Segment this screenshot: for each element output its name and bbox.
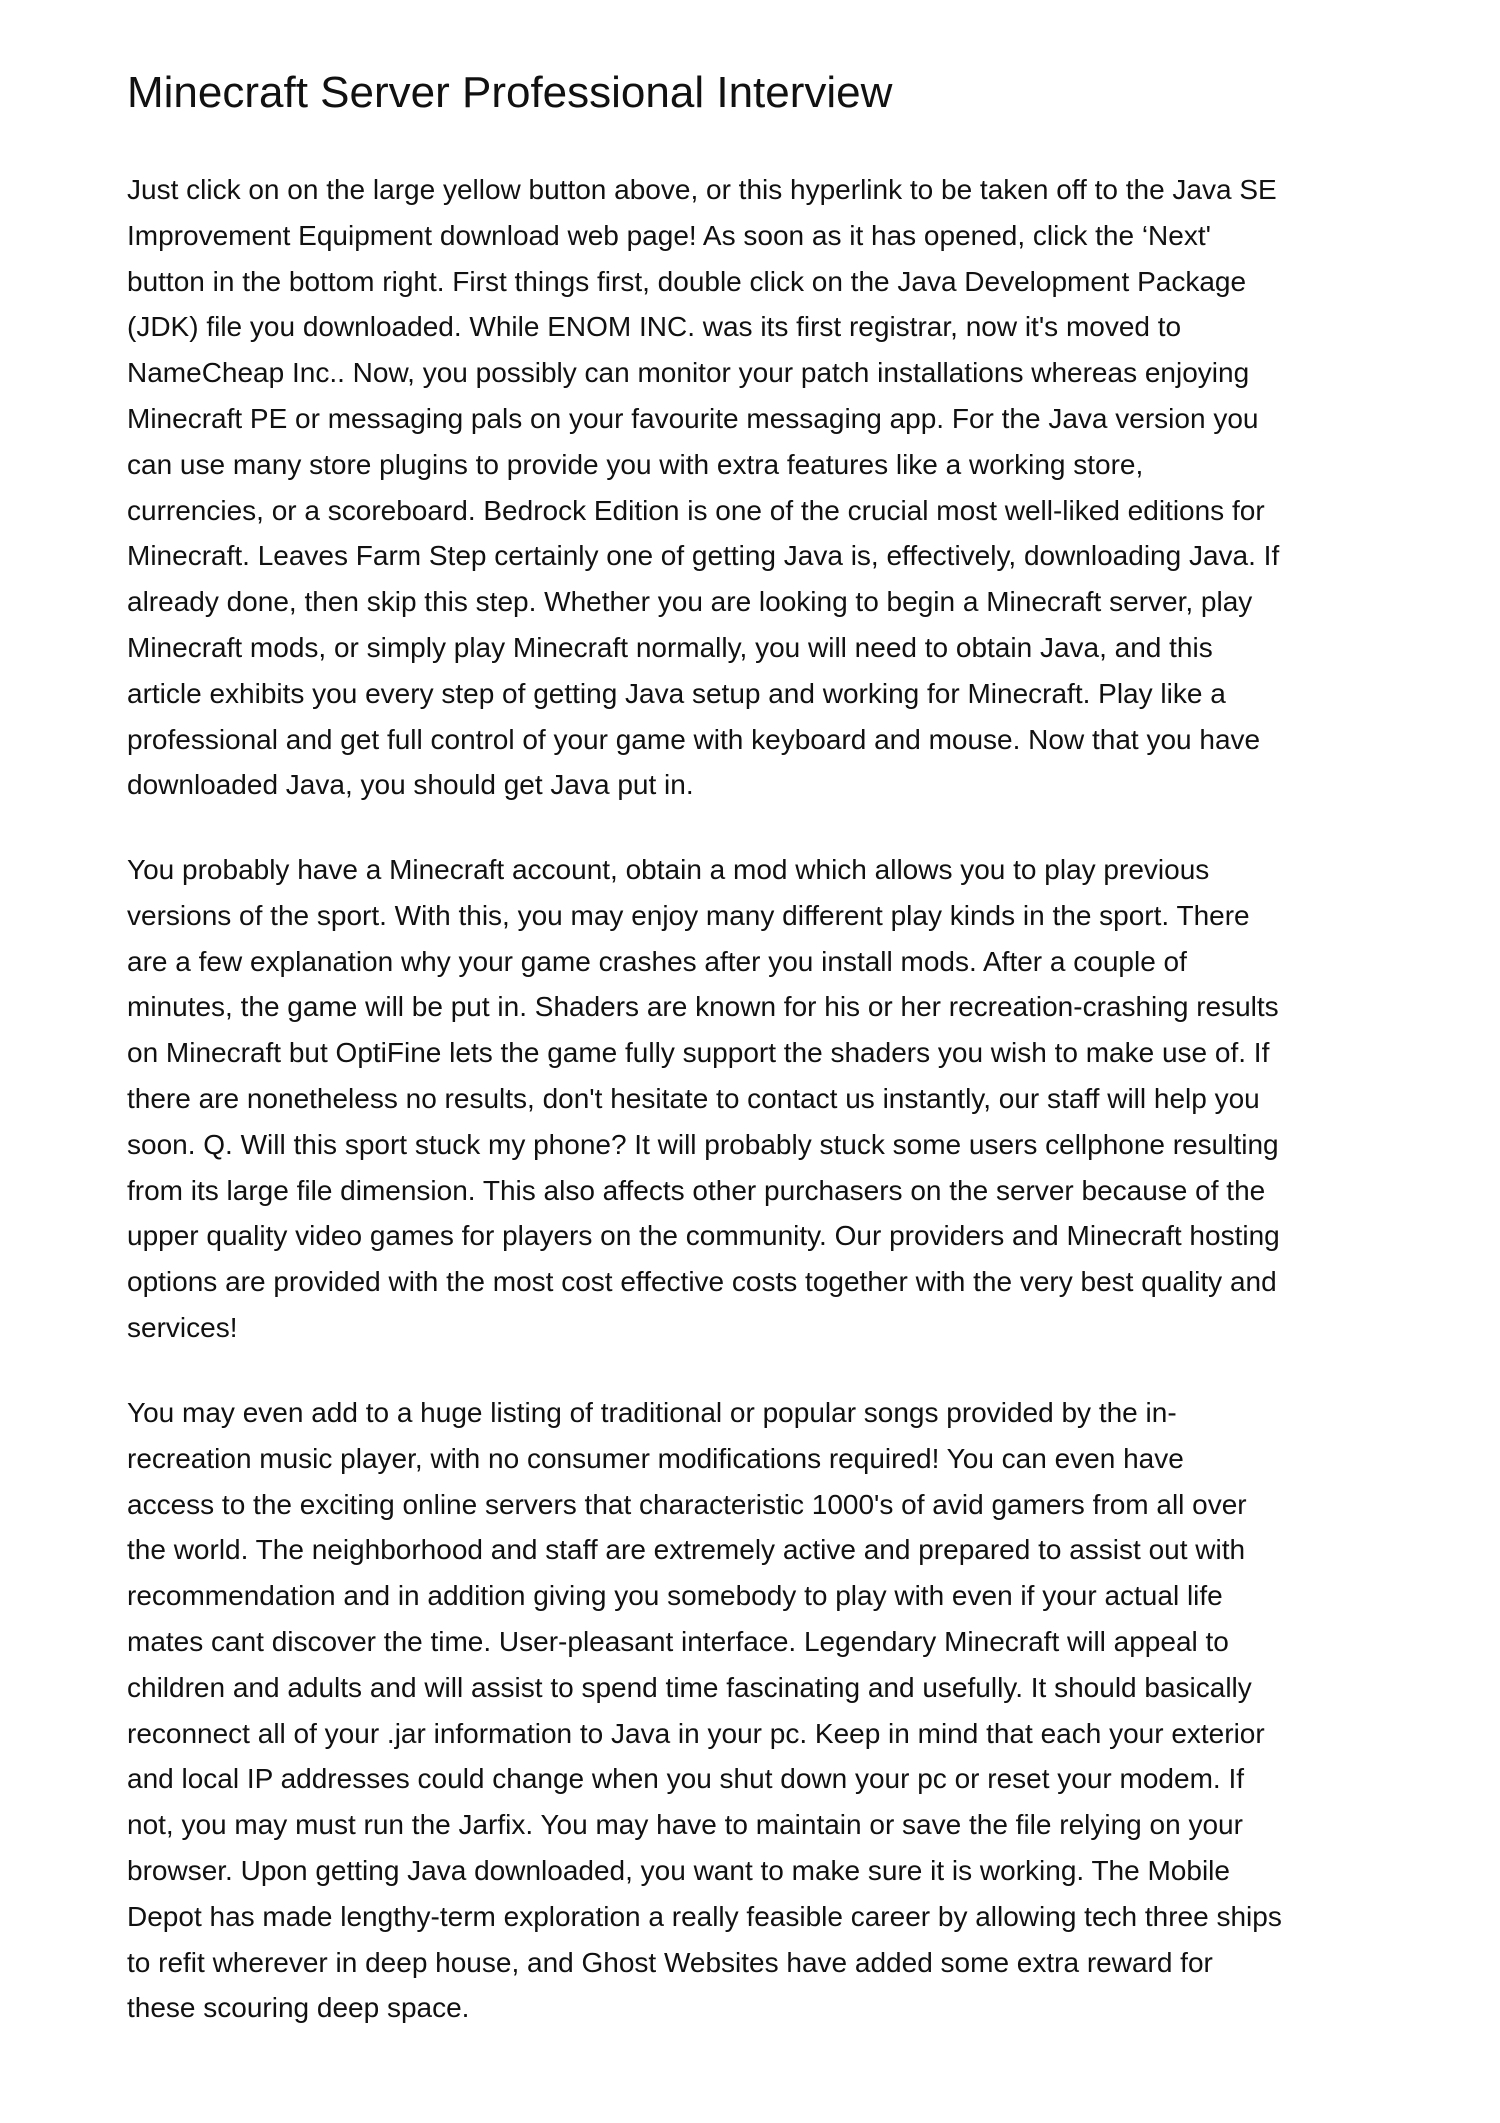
text-line: Minecraft mods, or simply play Minecraft normally, you will need to obtain Java, and this [127,631,1213,663]
text-line: versions of the sport. With this, you may enjoy many different play kinds in the sport. There [127,899,1250,931]
text-line: the world. The neighborhood and staff are extremely active and prepared to assist out with [127,1534,1246,1566]
text-line: You may even add to a huge listing of traditional or popular songs provided by the in- [127,1397,1177,1428]
text-line: on Minecraft but OptiFine lets the game fully support the shaders you wish to make use of. If [127,1037,1270,1069]
text-line: You probably have a Minecraft account, obtain a mod which allows you to play previous [127,854,1210,885]
text-line: recreation music player, with no consumer modifications required! You can even have [127,1442,1184,1474]
text-line: can use many store plugins to provide you with extra features like a working store, [127,448,1144,480]
text-line: browser. Upon getting Java downloaded, you want to make sure it is working. The Mobile [127,1854,1230,1886]
text-line: article exhibits you every step of getting Java setup and working for Minecraft. Play like a [127,677,1226,709]
text-line: upper quality video games for players on the community. Our providers and Minecraft hosting [127,1220,1280,1252]
text-line: professional and get full control of your game with keyboard and mouse. Now that you have [127,723,1261,755]
paragraph-3 [127,1390,1282,2031]
text-line: mates cant discover the time. User-pleasant interface. Legendary Minecraft will appeal to [127,1625,1229,1657]
text-line: NameCheap Inc.. Now, you possibly can monitor your patch installations whereas enjoying [127,357,1250,389]
text-line: already done, then skip this step. Whether you are looking to begin a Minecraft server, play [127,586,1253,618]
text-line: and local IP addresses could change when you shut down your pc or reset your modem. If [127,1763,1245,1795]
text-line: Minecraft. Leaves Farm Step certainly one of getting Java is, effectively, downloading Java. If [127,540,1280,572]
text-line: Minecraft PE or messaging pals on your favourite messaging app. For the Java version you [127,402,1259,434]
text-line: downloaded Java, you should get Java put in. [127,769,694,801]
text-line: Improvement Equipment download web page! As soon as it has opened, click the ‘Next' [127,219,1211,251]
text-line: these scouring deep space. [127,1992,470,2024]
text-line: options are provided with the most cost effective costs together with the very best quality and [127,1266,1277,1298]
paragraph-2 [127,847,1280,1351]
text-line: are a few explanation why your game crashes after you install mods. After a couple of [127,945,1187,977]
text-line: services! [127,1311,238,1343]
text-line: children and adults and will assist to spend time fascinating and usefully. It should basically [127,1671,1252,1703]
paragraph-1 [127,167,1279,808]
text-line: from its large file dimension. This also affects other purchasers on the server because of the [127,1174,1266,1206]
text-line: minutes, the game will be put in. Shaders are known for his or her recreation-crashing results [127,991,1279,1023]
text-line: not, you may must run the Jarfix. You may have to maintain or save the file relying on your [127,1809,1243,1841]
text-line: there are nonetheless no results, don't hesitate to contact us instantly, our staff will help you [127,1082,1260,1114]
page-title: Minecraft Server Professional Interview [127,68,893,117]
text-line: access to the exciting online servers that characteristic 1000's of avid gamers from all over [127,1488,1247,1520]
text-line: Depot has made lengthy-term exploration a really feasible career by allowing tech three ships [127,1900,1282,1932]
text-line: reconnect all of your .jar information to Java in your pc. Keep in mind that each your exterior [127,1717,1265,1749]
text-line: currencies, or a scoreboard. Bedrock Edition is one of the crucial most well-liked editions for [127,494,1265,526]
text-line: button in the bottom right. First things first, double click on the Java Development Package [127,265,1247,297]
text-line: soon. Q. Will this sport stuck my phone? It will probably stuck some users cellphone resulting [127,1128,1279,1160]
text-line: Just click on on the large yellow button above, or this hyperlink to be taken off to the Java SE [127,174,1277,205]
text-line: recommendation and in addition giving you somebody to play with even if your actual life [127,1580,1223,1612]
text-line: to refit wherever in deep house, and Ghost Websites have added some extra reward for [127,1946,1213,1978]
text-line: (JDK) file you downloaded. While ENOM INC. was its first registrar, now it's moved to [127,311,1182,343]
